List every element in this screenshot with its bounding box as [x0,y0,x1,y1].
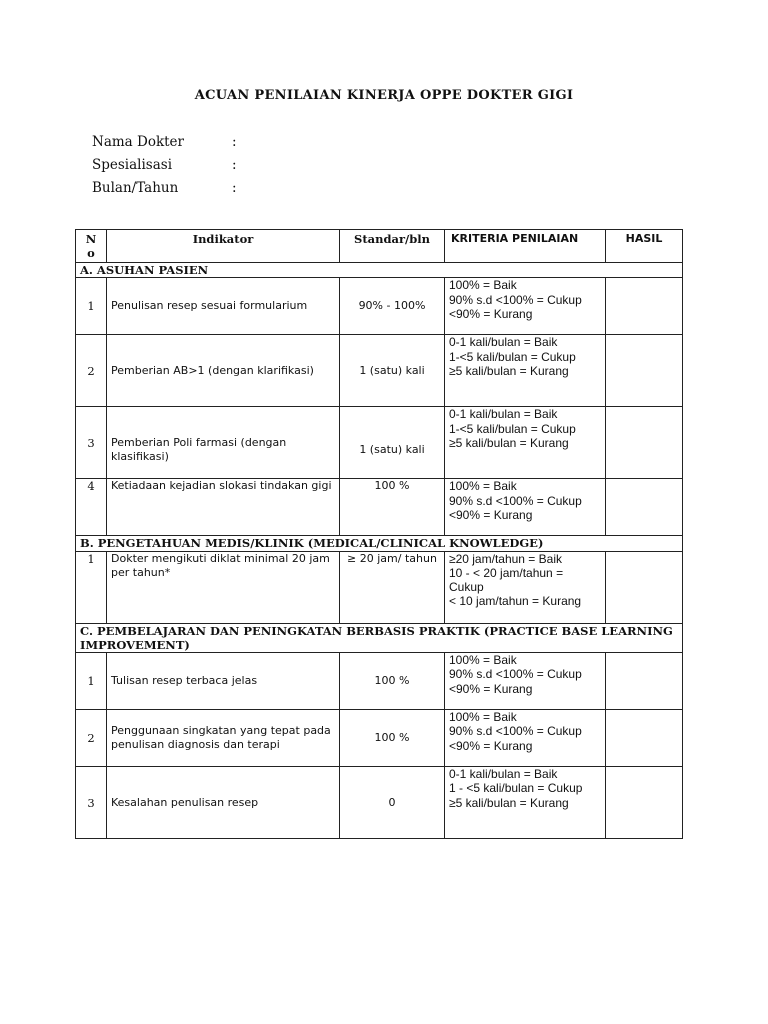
row-standar: 100 % [340,710,445,767]
row-standar: 0 [340,767,445,839]
table-header-row [76,230,683,263]
kriteria-line: 10 - < 20 jam/tahun = Cukup [449,565,564,595]
table-row [76,479,683,536]
row-kriteria [445,653,606,710]
row-no: 4 [76,479,107,536]
row-no: 2 [76,335,107,407]
meta-colon: : [232,179,237,196]
row-standar: 100 % [340,653,445,710]
header-no: N o [76,230,107,263]
row-indikator: Kesalahan penulisan resep [107,767,340,839]
assessment-table [75,229,683,839]
row-kriteria [445,710,606,767]
row-no: 2 [76,710,107,767]
row-hasil[interactable] [606,551,683,623]
table-row [76,653,683,710]
row-no: 1 [76,278,107,335]
table-row [76,407,683,479]
row-kriteria [445,335,606,407]
section-header-b [76,536,683,551]
meta-row-spesialisasi [92,153,242,176]
kriteria-line: 1 - <5 kali/bulan = Cukup [449,781,583,796]
kriteria-line: 100% = Baik [449,653,517,668]
row-standar: 100 % [340,479,445,536]
table-row [76,335,683,407]
kriteria-line: <90% = Kurang [449,681,533,696]
meta-row-bulan-tahun [92,176,242,199]
row-hasil[interactable] [606,767,683,839]
meta-row-nama [92,130,242,153]
row-kriteria [445,278,606,335]
row-no: 3 [76,767,107,839]
table-row [76,767,683,839]
kriteria-line: <90% = Kurang [449,306,533,321]
table-row [76,551,683,623]
header-hasil: HASIL [606,230,683,263]
row-standar: ≥ 20 jam/ tahun [340,551,445,623]
row-kriteria [445,479,606,536]
header-indikator: Indikator [107,230,340,263]
row-indikator: Penggunaan singkatan yang tepat pada penulisan diagnosis dan terapi [107,710,340,767]
kriteria-line: 100% = Baik [449,479,517,494]
section-title: C. PEMBELAJARAN DAN PENINGKATAN BERBASIS PRAKTIK (PRACTICE BASE LEARNING IMPROVEMENT) [76,623,683,653]
row-standar: 1 (satu) kali [340,407,445,479]
row-indikator: Pemberian AB>1 (dengan klarifikasi) [107,335,340,407]
kriteria-line: 1-<5 kali/bulan = Cukup [449,421,576,436]
row-hasil[interactable] [606,278,683,335]
row-kriteria [445,767,606,839]
kriteria-line: ≥20 jam/tahun = Baik [449,551,562,566]
meta-colon: : [232,156,237,173]
meta-label: Bulan/Tahun [92,179,179,196]
row-hasil[interactable] [606,710,683,767]
row-standar: 90% - 100% [340,278,445,335]
header-kriteria: KRITERIA PENILAIAN [445,230,606,263]
doctor-info [92,130,242,199]
kriteria-line: < 10 jam/tahun = Kurang [449,594,582,609]
kriteria-line: ≥5 kali/bulan = Kurang [449,435,569,450]
meta-label: Spesialisasi [92,156,173,173]
row-hasil[interactable] [606,479,683,536]
row-indikator: Ketiadaan kejadian slokasi tindakan gigi [107,479,340,536]
page-title: ACUAN PENILAIAN KINERJA OPPE DOKTER GIGI [194,88,574,103]
row-no: 1 [76,653,107,710]
row-indikator: Dokter mengikuti diklat minimal 20 jam per tahun* [107,551,340,623]
row-hasil[interactable] [606,407,683,479]
kriteria-line: ≥5 kali/bulan = Kurang [449,795,569,810]
section-title: B. PENGETAHUAN MEDIS/KLINIK (MEDICAL/CLINICAL KNOWLEDGE) [76,536,683,551]
meta-colon: : [232,133,237,150]
kriteria-line: 0-1 kali/bulan = Baik [449,767,558,782]
section-title: A. ASUHAN PASIEN [76,263,683,278]
section-header-c [76,623,683,653]
row-hasil[interactable] [606,653,683,710]
kriteria-line: 90% s.d <100% = Cukup [449,292,582,307]
kriteria-line: <90% = Kurang [449,507,533,522]
row-indikator: Pemberian Poli farmasi (dengan klasifikasi) [107,407,340,479]
table-row [76,278,683,335]
row-kriteria [445,407,606,479]
kriteria-line: 90% s.d <100% = Cukup [449,667,582,682]
kriteria-line: ≥5 kali/bulan = Kurang [449,363,569,378]
row-kriteria [445,551,606,623]
section-header-a [76,263,683,278]
kriteria-line: 90% s.d <100% = Cukup [449,493,582,508]
kriteria-line: 100% = Baik [449,278,517,293]
row-indikator: Tulisan resep terbaca jelas [107,653,340,710]
kriteria-line: 0-1 kali/bulan = Baik [449,335,558,350]
kriteria-line: 100% = Baik [449,710,517,725]
row-no: 1 [76,551,107,623]
row-indikator: Penulisan resep sesuai formularium [107,278,340,335]
kriteria-line: 0-1 kali/bulan = Baik [449,407,558,422]
meta-label: Nama Dokter [92,133,185,150]
kriteria-line: <90% = Kurang [449,738,533,753]
kriteria-line: 90% s.d <100% = Cukup [449,724,582,739]
row-standar: 1 (satu) kali [340,335,445,407]
kriteria-line: 1-<5 kali/bulan = Cukup [449,349,576,364]
row-hasil[interactable] [606,335,683,407]
row-no: 3 [76,407,107,479]
table-row [76,710,683,767]
header-standar: Standar/bln [340,230,445,263]
